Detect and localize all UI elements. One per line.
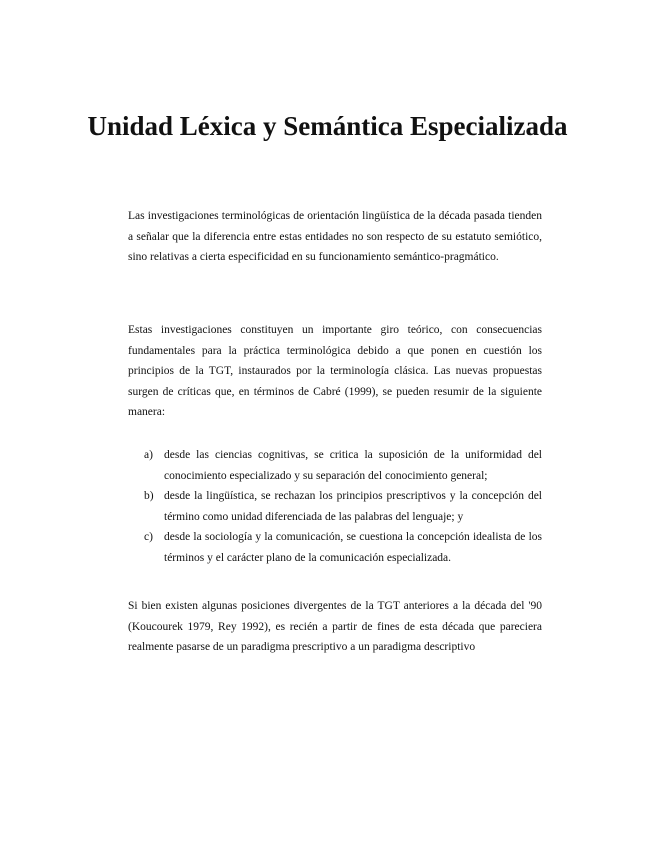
list-item-text: desde las ciencias cognitivas, se critica la suposición de la uniformidad del conocimiento especializado y su separación del conocimiento general; — [164, 449, 542, 482]
list-item-text: desde la lingüística, se rechazan los principios prescriptivos y la concepción del término como unidad diferenciada de las palabras del lenguaje; y — [164, 490, 542, 523]
list-item — [144, 445, 542, 486]
list-marker: c) — [144, 531, 153, 544]
list-marker: a) — [144, 449, 153, 461]
paragraph-intro: Las investigaciones terminológicas de orientación lingüística de la década pasada tienden a señalar que la diferencia entre estas entidades no son respecto de su estatuto semiótico, sino relativas a cierta especificidad en su funcionamiento semántico-pragmático. — [128, 210, 542, 264]
critiques-list — [144, 445, 542, 569]
page-title: Unidad Léxica y Semántica Especializada — [87, 111, 568, 141]
list-item — [144, 486, 542, 527]
list-item — [144, 527, 542, 568]
paragraph-critiques: Estas investigaciones constituyen un importante giro teórico, con consecuencias fundamentales para la práctica terminológica debido a que ponen en cuestión los principios de la TGT, instaurados por la terminología clásica. Las nuevas propuestas surgen de críticas que, en términos de Cabré (1999), se pueden resumir de la siguiente manera: — [128, 324, 542, 419]
paragraph-paradigm: Si bien existen algunas posiciones divergentes de la TGT anteriores a la década del '90 (Koucourek 1979, Rey 1992), es recién a partir de fines de esta década que pareciera realmente pasarse de un paradigma prescriptivo a un paradigma descriptivo — [128, 600, 542, 654]
list-item-text: desde la sociología y la comunicación, se cuestiona la concepción idealista de los términos y el carácter plano de la comunicación especializada. — [164, 531, 542, 564]
list-marker: b) — [144, 490, 154, 503]
